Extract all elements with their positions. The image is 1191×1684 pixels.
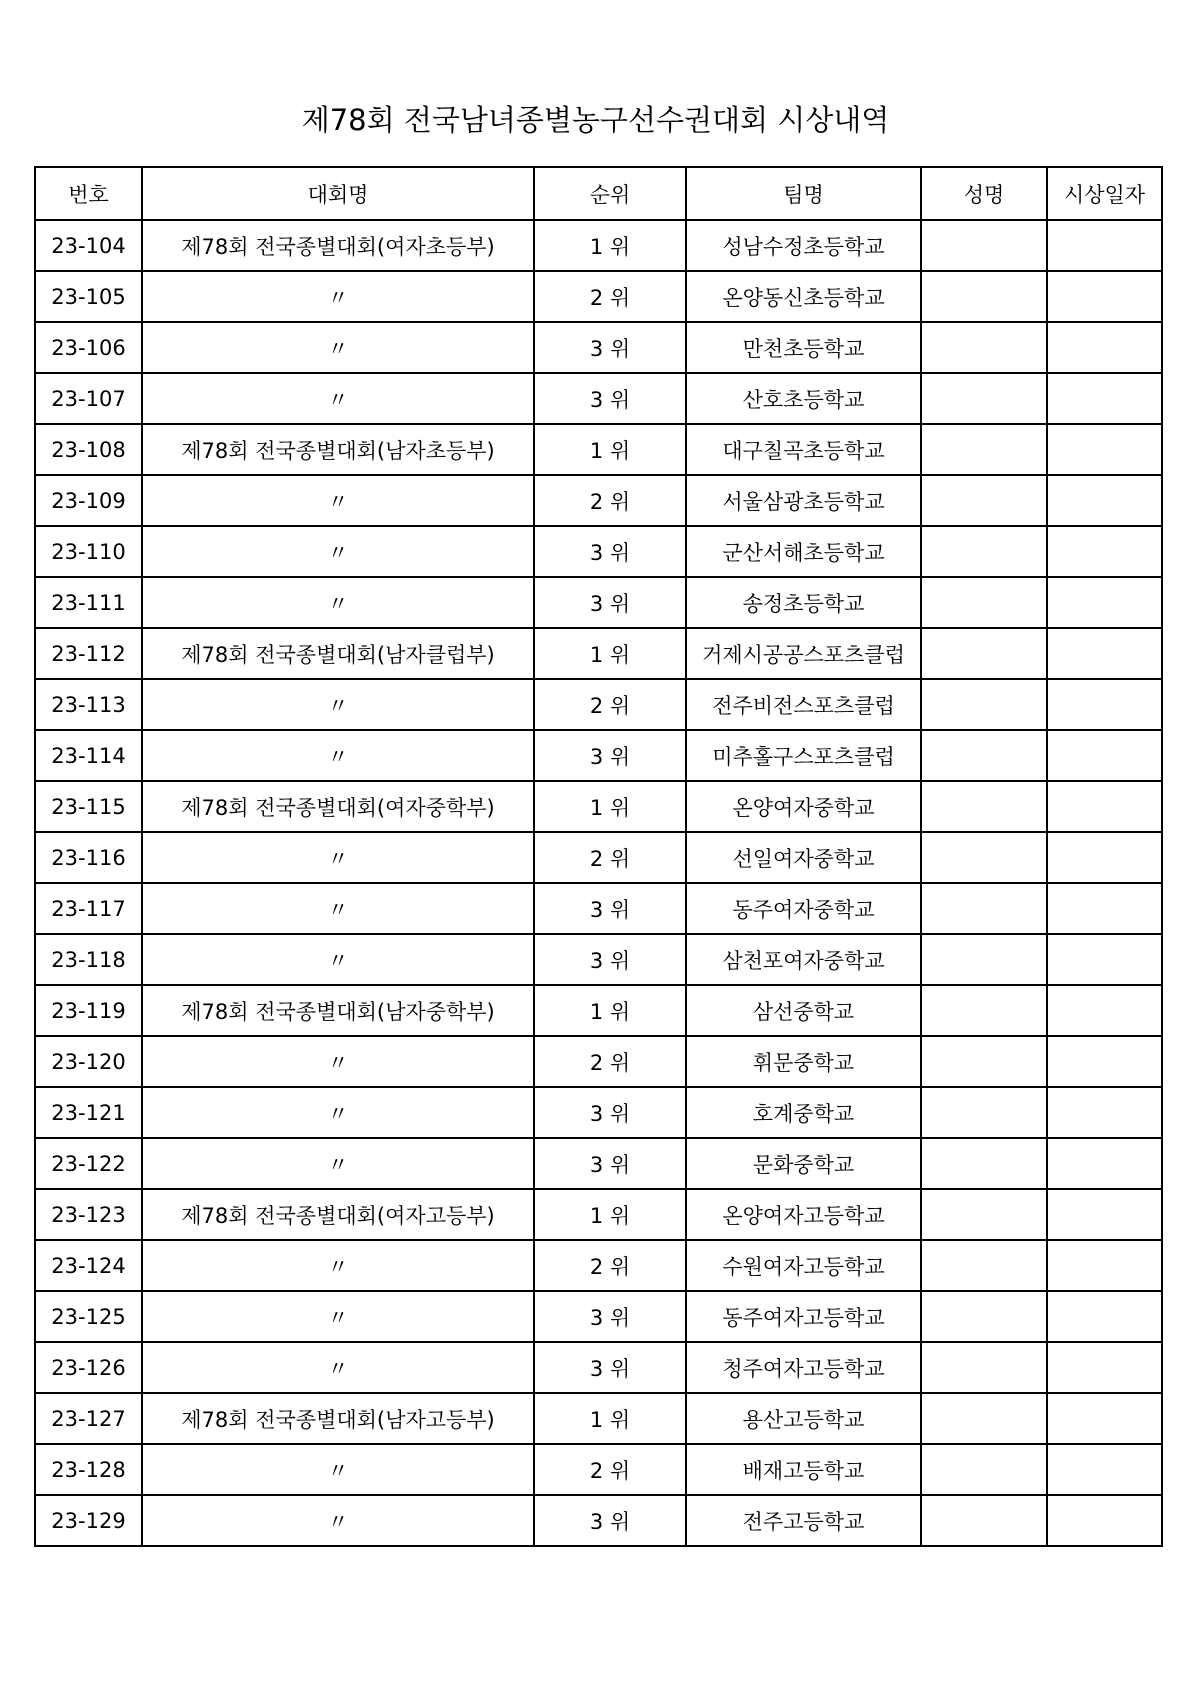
cell-number: 23-124 <box>35 1240 142 1291</box>
cell-rank: 2 위 <box>534 832 686 883</box>
cell-number: 23-121 <box>35 1087 142 1138</box>
cell-rank: 2 위 <box>534 1240 686 1291</box>
table-row <box>35 475 1162 526</box>
cell-award-date <box>1047 934 1162 985</box>
cell-competition: 〃 <box>142 373 534 424</box>
cell-number: 23-116 <box>35 832 142 883</box>
cell-team: 삼선중학교 <box>686 985 921 1036</box>
cell-rank: 3 위 <box>534 1495 686 1546</box>
cell-rank: 2 위 <box>534 271 686 322</box>
cell-competition: 〃 <box>142 1342 534 1393</box>
cell-person-name <box>921 322 1047 373</box>
cell-person-name <box>921 1189 1047 1240</box>
cell-team: 성남수정초등학교 <box>686 220 921 271</box>
cell-number: 23-129 <box>35 1495 142 1546</box>
cell-person-name <box>921 577 1047 628</box>
cell-person-name <box>921 883 1047 934</box>
cell-number: 23-114 <box>35 730 142 781</box>
cell-rank: 3 위 <box>534 730 686 781</box>
cell-person-name <box>921 832 1047 883</box>
cell-competition: 〃 <box>142 475 534 526</box>
table-row <box>35 730 1162 781</box>
cell-competition: 제78회 전국종별대회(남자고등부) <box>142 1393 534 1444</box>
table-row <box>35 1444 1162 1495</box>
cell-rank: 2 위 <box>534 1444 686 1495</box>
cell-rank: 3 위 <box>534 1342 686 1393</box>
cell-award-date <box>1047 271 1162 322</box>
cell-rank: 3 위 <box>534 373 686 424</box>
table-row <box>35 220 1162 271</box>
cell-award-date <box>1047 475 1162 526</box>
cell-team: 온양동신초등학교 <box>686 271 921 322</box>
cell-person-name <box>921 1138 1047 1189</box>
cell-award-date <box>1047 1138 1162 1189</box>
table-row <box>35 1291 1162 1342</box>
header-number: 번호 <box>35 167 142 220</box>
cell-rank: 1 위 <box>534 424 686 475</box>
cell-person-name <box>921 1393 1047 1444</box>
cell-rank: 1 위 <box>534 781 686 832</box>
cell-competition: 제78회 전국종별대회(남자클럽부) <box>142 628 534 679</box>
cell-team: 거제시공공스포츠클럽 <box>686 628 921 679</box>
cell-person-name <box>921 475 1047 526</box>
cell-number: 23-105 <box>35 271 142 322</box>
cell-number: 23-119 <box>35 985 142 1036</box>
cell-rank: 2 위 <box>534 679 686 730</box>
cell-person-name <box>921 730 1047 781</box>
cell-team: 온양여자고등학교 <box>686 1189 921 1240</box>
cell-person-name <box>921 1291 1047 1342</box>
cell-number: 23-107 <box>35 373 142 424</box>
header-award-date: 시상일자 <box>1047 167 1162 220</box>
table-row <box>35 985 1162 1036</box>
cell-competition: 〃 <box>142 1240 534 1291</box>
cell-rank: 3 위 <box>534 1291 686 1342</box>
cell-award-date <box>1047 985 1162 1036</box>
cell-number: 23-111 <box>35 577 142 628</box>
cell-team: 온양여자중학교 <box>686 781 921 832</box>
cell-person-name <box>921 628 1047 679</box>
cell-person-name <box>921 1342 1047 1393</box>
cell-rank: 1 위 <box>534 1189 686 1240</box>
cell-award-date <box>1047 628 1162 679</box>
cell-person-name <box>921 1444 1047 1495</box>
cell-team: 청주여자고등학교 <box>686 1342 921 1393</box>
header-competition: 대회명 <box>142 167 534 220</box>
cell-award-date <box>1047 883 1162 934</box>
cell-award-date <box>1047 1087 1162 1138</box>
cell-competition: 제78회 전국종별대회(남자중학부) <box>142 985 534 1036</box>
cell-team: 서울삼광초등학교 <box>686 475 921 526</box>
cell-team: 동주여자중학교 <box>686 883 921 934</box>
cell-award-date <box>1047 373 1162 424</box>
cell-rank: 3 위 <box>534 934 686 985</box>
table-row <box>35 322 1162 373</box>
cell-competition: 〃 <box>142 934 534 985</box>
table-row <box>35 373 1162 424</box>
cell-competition: 〃 <box>142 1087 534 1138</box>
cell-award-date <box>1047 1189 1162 1240</box>
cell-team: 휘문중학교 <box>686 1036 921 1087</box>
cell-number: 23-126 <box>35 1342 142 1393</box>
table-row <box>35 628 1162 679</box>
cell-person-name <box>921 781 1047 832</box>
cell-award-date <box>1047 1036 1162 1087</box>
cell-number: 23-117 <box>35 883 142 934</box>
cell-rank: 1 위 <box>534 220 686 271</box>
cell-competition: 제78회 전국종별대회(남자초등부) <box>142 424 534 475</box>
cell-person-name <box>921 1240 1047 1291</box>
table-header-row <box>35 167 1162 220</box>
table-row <box>35 577 1162 628</box>
cell-team: 전주비전스포츠클럽 <box>686 679 921 730</box>
cell-team: 만천초등학교 <box>686 322 921 373</box>
header-rank: 순위 <box>534 167 686 220</box>
cell-team: 문화중학교 <box>686 1138 921 1189</box>
cell-person-name <box>921 1087 1047 1138</box>
cell-rank: 2 위 <box>534 475 686 526</box>
cell-team: 미추홀구스포츠클럽 <box>686 730 921 781</box>
cell-competition: 제78회 전국종별대회(여자초등부) <box>142 220 534 271</box>
cell-award-date <box>1047 1240 1162 1291</box>
cell-rank: 3 위 <box>534 526 686 577</box>
table-row <box>35 883 1162 934</box>
cell-award-date <box>1047 1342 1162 1393</box>
cell-person-name <box>921 424 1047 475</box>
cell-rank: 3 위 <box>534 577 686 628</box>
header-team: 팀명 <box>686 167 921 220</box>
cell-number: 23-122 <box>35 1138 142 1189</box>
cell-rank: 3 위 <box>534 322 686 373</box>
cell-award-date <box>1047 730 1162 781</box>
cell-award-date <box>1047 679 1162 730</box>
table-row <box>35 1240 1162 1291</box>
cell-rank: 1 위 <box>534 1393 686 1444</box>
cell-number: 23-118 <box>35 934 142 985</box>
table-row <box>35 1138 1162 1189</box>
cell-competition: 〃 <box>142 577 534 628</box>
awards-table-body <box>35 220 1162 1546</box>
table-row <box>35 781 1162 832</box>
cell-award-date <box>1047 781 1162 832</box>
table-row <box>35 526 1162 577</box>
table-row <box>35 1495 1162 1546</box>
cell-competition: 〃 <box>142 832 534 883</box>
cell-person-name <box>921 220 1047 271</box>
cell-award-date <box>1047 832 1162 883</box>
cell-award-date <box>1047 322 1162 373</box>
cell-team: 산호초등학교 <box>686 373 921 424</box>
cell-competition: 〃 <box>142 271 534 322</box>
cell-number: 23-108 <box>35 424 142 475</box>
cell-competition: 〃 <box>142 1036 534 1087</box>
cell-number: 23-106 <box>35 322 142 373</box>
cell-team: 선일여자중학교 <box>686 832 921 883</box>
cell-team: 용산고등학교 <box>686 1393 921 1444</box>
cell-number: 23-112 <box>35 628 142 679</box>
cell-person-name <box>921 1036 1047 1087</box>
cell-competition: 〃 <box>142 883 534 934</box>
cell-competition: 〃 <box>142 322 534 373</box>
cell-award-date <box>1047 1393 1162 1444</box>
table-row <box>35 679 1162 730</box>
header-person-name: 성명 <box>921 167 1047 220</box>
table-row <box>35 1393 1162 1444</box>
table-row <box>35 271 1162 322</box>
cell-award-date <box>1047 1444 1162 1495</box>
cell-rank: 2 위 <box>534 1036 686 1087</box>
table-row <box>35 424 1162 475</box>
cell-team: 동주여자고등학교 <box>686 1291 921 1342</box>
cell-competition: 〃 <box>142 1495 534 1546</box>
cell-team: 호계중학교 <box>686 1087 921 1138</box>
cell-person-name <box>921 934 1047 985</box>
cell-person-name <box>921 985 1047 1036</box>
table-row <box>35 1189 1162 1240</box>
cell-competition: 〃 <box>142 526 534 577</box>
table-row <box>35 1036 1162 1087</box>
cell-number: 23-125 <box>35 1291 142 1342</box>
document-title: 제78회 전국남녀종별농구선수권대회 시상내역 <box>301 103 890 137</box>
cell-rank: 3 위 <box>534 1138 686 1189</box>
cell-person-name <box>921 679 1047 730</box>
cell-number: 23-110 <box>35 526 142 577</box>
table-row <box>35 1087 1162 1138</box>
cell-person-name <box>921 373 1047 424</box>
cell-number: 23-104 <box>35 220 142 271</box>
cell-team: 수원여자고등학교 <box>686 1240 921 1291</box>
cell-award-date <box>1047 220 1162 271</box>
cell-number: 23-109 <box>35 475 142 526</box>
cell-team: 대구칠곡초등학교 <box>686 424 921 475</box>
cell-number: 23-127 <box>35 1393 142 1444</box>
cell-person-name <box>921 271 1047 322</box>
cell-rank: 3 위 <box>534 883 686 934</box>
cell-award-date <box>1047 526 1162 577</box>
cell-team: 삼천포여자중학교 <box>686 934 921 985</box>
cell-rank: 1 위 <box>534 985 686 1036</box>
table-row <box>35 1342 1162 1393</box>
cell-team: 군산서해초등학교 <box>686 526 921 577</box>
cell-competition: 〃 <box>142 679 534 730</box>
cell-team: 송정초등학교 <box>686 577 921 628</box>
cell-competition: 〃 <box>142 1291 534 1342</box>
cell-number: 23-115 <box>35 781 142 832</box>
cell-competition: 〃 <box>142 1138 534 1189</box>
cell-award-date <box>1047 424 1162 475</box>
cell-rank: 1 위 <box>534 628 686 679</box>
cell-number: 23-120 <box>35 1036 142 1087</box>
cell-competition: 제78회 전국종별대회(여자고등부) <box>142 1189 534 1240</box>
cell-competition: 제78회 전국종별대회(여자중학부) <box>142 781 534 832</box>
cell-person-name <box>921 526 1047 577</box>
table-row <box>35 934 1162 985</box>
cell-number: 23-123 <box>35 1189 142 1240</box>
cell-award-date <box>1047 1495 1162 1546</box>
cell-competition: 〃 <box>142 1444 534 1495</box>
cell-rank: 3 위 <box>534 1087 686 1138</box>
cell-person-name <box>921 1495 1047 1546</box>
cell-number: 23-113 <box>35 679 142 730</box>
cell-award-date <box>1047 577 1162 628</box>
cell-number: 23-128 <box>35 1444 142 1495</box>
cell-award-date <box>1047 1291 1162 1342</box>
awards-table <box>34 166 1163 1547</box>
cell-team: 전주고등학교 <box>686 1495 921 1546</box>
cell-team: 배재고등학교 <box>686 1444 921 1495</box>
table-row <box>35 832 1162 883</box>
cell-competition: 〃 <box>142 730 534 781</box>
